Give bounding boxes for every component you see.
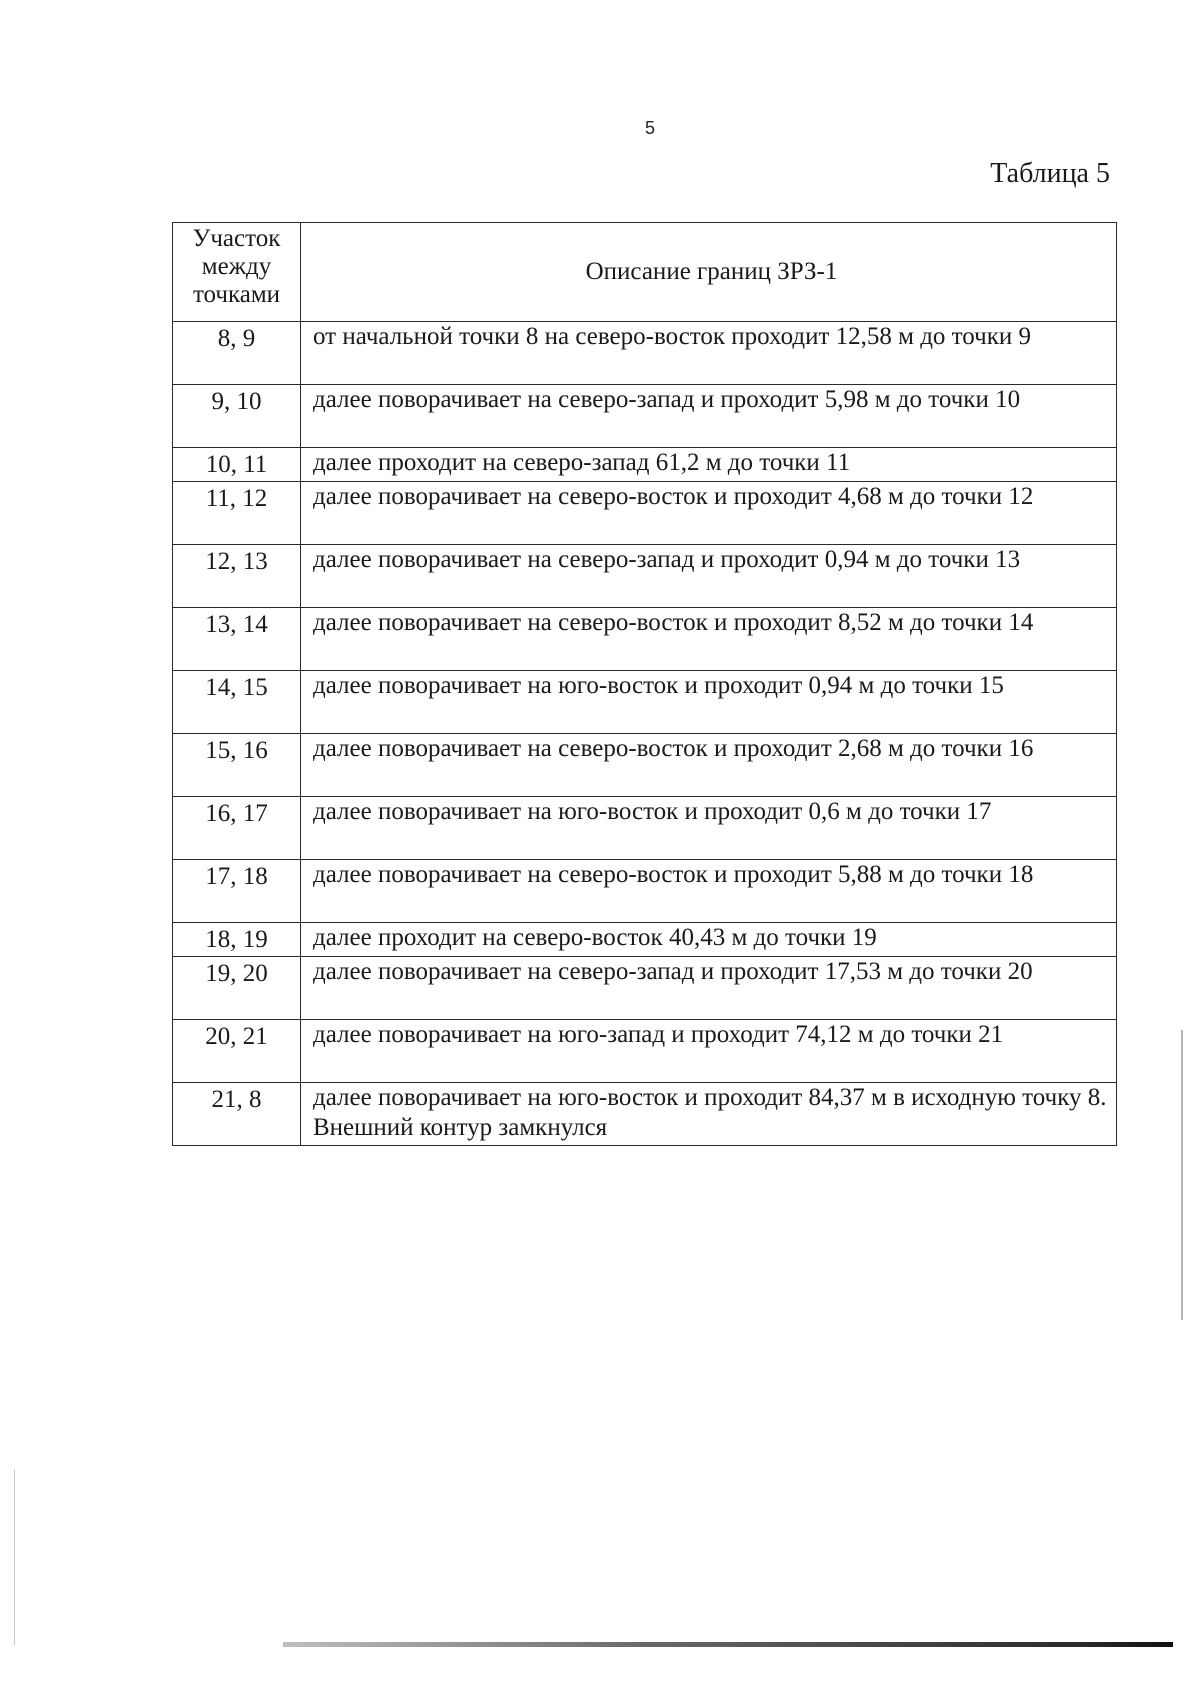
table-row xyxy=(173,448,1117,482)
description-cell: далее проходит на северо-запад 61,2 м до точки 11 xyxy=(301,448,1117,482)
description-cell: далее поворачивает на юго-восток и проходит 0,6 м до точки 17 xyxy=(301,797,1117,860)
table-caption: Таблица 5 xyxy=(990,158,1110,189)
description-cell: от начальной точки 8 на северо-восток проходит 12,58 м до точки 9 xyxy=(301,322,1117,385)
segment-cell: 21, 8 xyxy=(173,1083,301,1146)
description-cell: далее поворачивает на северо-восток и проходит 8,52 м до точки 14 xyxy=(301,608,1117,671)
boundary-table xyxy=(172,222,1117,1146)
segment-cell: 20, 21 xyxy=(173,1020,301,1083)
description-cell: далее поворачивает на юго-восток и проходит 84,37 м в исходную точку 8. Внешний контур замкнулся xyxy=(301,1083,1117,1146)
table-row xyxy=(173,797,1117,860)
header-description: Описание границ ЗРЗ-1 xyxy=(301,223,1117,322)
segment-cell: 14, 15 xyxy=(173,671,301,734)
scan-edge-line-left xyxy=(14,1470,15,1645)
description-cell: далее поворачивает на юго-запад и проходит 74,12 м до точки 21 xyxy=(301,1020,1117,1083)
segment-cell: 13, 14 xyxy=(173,608,301,671)
page-number: 5 xyxy=(644,118,655,138)
description-cell: далее поворачивает на северо-запад и проходит 0,94 м до точки 13 xyxy=(301,545,1117,608)
table-row xyxy=(173,385,1117,448)
table-row xyxy=(173,671,1117,734)
table-row xyxy=(173,322,1117,385)
scan-edge-line-bottom xyxy=(283,1642,1173,1647)
description-cell: далее поворачивает на северо-запад и проходит 17,53 м до точки 20 xyxy=(301,957,1117,1020)
table-row xyxy=(173,860,1117,923)
segment-cell: 8, 9 xyxy=(173,322,301,385)
description-cell: далее поворачивает на юго-восток и проходит 0,94 м до точки 15 xyxy=(301,671,1117,734)
description-cell: далее поворачивает на северо-восток и проходит 2,68 м до точки 16 xyxy=(301,734,1117,797)
table-row xyxy=(173,545,1117,608)
segment-cell: 9, 10 xyxy=(173,385,301,448)
scan-edge-line-right xyxy=(1181,1030,1183,1320)
segment-cell: 12, 13 xyxy=(173,545,301,608)
segment-cell: 16, 17 xyxy=(173,797,301,860)
description-cell: далее поворачивает на северо-запад и проходит 5,98 м до точки 10 xyxy=(301,385,1117,448)
segment-cell: 18, 19 xyxy=(173,923,301,957)
segment-cell: 10, 11 xyxy=(173,448,301,482)
segment-cell: 11, 12 xyxy=(173,482,301,545)
description-cell: далее проходит на северо-восток 40,43 м до точки 19 xyxy=(301,923,1117,957)
table-row xyxy=(173,1083,1117,1146)
description-cell: далее поворачивает на северо-восток и проходит 4,68 м до точки 12 xyxy=(301,482,1117,545)
segment-cell: 17, 18 xyxy=(173,860,301,923)
segment-cell: 19, 20 xyxy=(173,957,301,1020)
table-row xyxy=(173,923,1117,957)
table-header-row xyxy=(173,223,1117,322)
table-row xyxy=(173,608,1117,671)
table-row xyxy=(173,734,1117,797)
segment-cell: 15, 16 xyxy=(173,734,301,797)
table-row xyxy=(173,1020,1117,1083)
header-segment: Участок между точками xyxy=(173,223,301,322)
table-row xyxy=(173,957,1117,1020)
description-cell: далее поворачивает на северо-восток и проходит 5,88 м до точки 18 xyxy=(301,860,1117,923)
table-row xyxy=(173,482,1117,545)
